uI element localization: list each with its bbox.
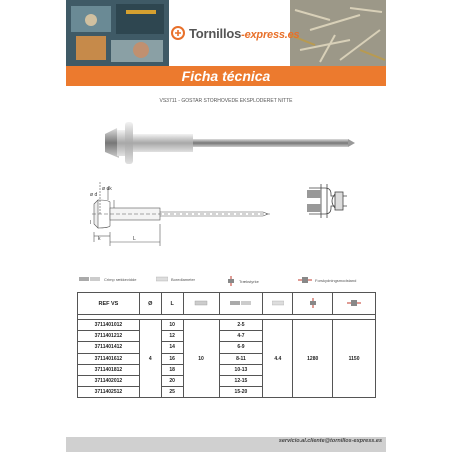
col-head bbox=[183, 293, 219, 315]
cell-grip: 2-5 bbox=[219, 320, 263, 331]
cell-ref: 3711401812 bbox=[78, 364, 140, 375]
bore-diameter-icon bbox=[272, 300, 284, 306]
technical-drawing bbox=[88, 176, 278, 248]
cell-bore: 4.4 bbox=[263, 320, 293, 398]
cell-ref: 3711402512 bbox=[78, 387, 140, 398]
legend-label: Boredlameter bbox=[171, 276, 196, 282]
spec-table bbox=[77, 292, 376, 398]
col-ref-vs: REF VS bbox=[78, 293, 140, 315]
tensile-strength-icon bbox=[226, 276, 236, 286]
cell-grip: 8-11 bbox=[219, 353, 263, 364]
legend-tensile bbox=[226, 276, 259, 286]
shear-strength-icon bbox=[347, 299, 361, 307]
cell-grip: 10-13 bbox=[219, 364, 263, 375]
cross-section-drawing bbox=[307, 180, 352, 222]
col-tensile bbox=[293, 293, 333, 315]
product-name: VS3711 - GOSTAR STORHOVEDE EKSPLODERET NITTE bbox=[159, 98, 293, 104]
col-length: L bbox=[161, 293, 183, 315]
cell-ref: 3711401612 bbox=[78, 353, 140, 364]
col-diameter: Ø bbox=[139, 293, 161, 315]
label-d: ø d bbox=[90, 192, 98, 198]
shear-strength-icon bbox=[298, 276, 312, 284]
rivet-photo bbox=[95, 118, 360, 168]
logo-brand: Tornillos bbox=[189, 25, 242, 41]
logo-text bbox=[189, 26, 299, 41]
cell-tensile: 1280 bbox=[293, 320, 333, 398]
cell-grip: 4-7 bbox=[219, 331, 263, 342]
legend-crimp-range bbox=[79, 276, 136, 282]
header-photo-tools bbox=[66, 0, 169, 66]
cell-length: 25 bbox=[161, 387, 183, 398]
crimp-range-icon bbox=[230, 300, 252, 306]
crimp-range-icon bbox=[79, 276, 101, 282]
cell-grip: 15-20 bbox=[219, 387, 263, 398]
legend-bore-diameter bbox=[156, 276, 195, 282]
col-shear bbox=[333, 293, 376, 315]
bore-diameter-icon bbox=[156, 276, 168, 282]
tensile-strength-icon bbox=[308, 298, 318, 308]
label-L: L bbox=[133, 236, 136, 242]
cell-ref: 3711401212 bbox=[78, 331, 140, 342]
cell-ref: 3711402012 bbox=[78, 375, 140, 386]
table-header-row bbox=[78, 293, 376, 315]
label-l: l bbox=[90, 220, 92, 226]
table-row bbox=[78, 320, 376, 331]
cell-ref: 3711401012 bbox=[78, 320, 140, 331]
cell-grip: 6-9 bbox=[219, 342, 263, 353]
cell-length: 12 bbox=[161, 331, 183, 342]
cell-length: 18 bbox=[161, 364, 183, 375]
legend-shear bbox=[298, 276, 356, 284]
cell-length: 16 bbox=[161, 353, 183, 364]
cell-ref: 3711401412 bbox=[78, 342, 140, 353]
head-diameter-icon bbox=[193, 299, 209, 307]
legend-label: Trækstyrke bbox=[239, 278, 259, 284]
col-bore bbox=[263, 293, 293, 315]
label-k: k bbox=[98, 236, 101, 242]
legend-label: Forskydningsmodstand bbox=[315, 277, 357, 283]
cell-diameter: 4 bbox=[139, 320, 161, 398]
legend-label: Crimp rækkevidde bbox=[104, 276, 137, 282]
page-title: Ficha técnica bbox=[181, 68, 271, 84]
col-grip bbox=[219, 293, 263, 315]
cell-length: 10 bbox=[161, 320, 183, 331]
cell-length: 20 bbox=[161, 375, 183, 386]
header-photo-screws bbox=[290, 0, 386, 66]
cell-head: 10 bbox=[183, 320, 219, 398]
brand-logo[interactable] bbox=[171, 21, 299, 45]
label-dk: ø dk bbox=[102, 186, 112, 192]
cell-length: 14 bbox=[161, 342, 183, 353]
cell-grip: 12-15 bbox=[219, 375, 263, 386]
footer-email-link[interactable]: servicio.al.cliente@tornillos-express.es bbox=[278, 438, 382, 444]
logo-domain: -express.es bbox=[241, 28, 300, 41]
logo-mark-icon bbox=[171, 26, 185, 40]
cell-shear: 1150 bbox=[333, 320, 376, 398]
